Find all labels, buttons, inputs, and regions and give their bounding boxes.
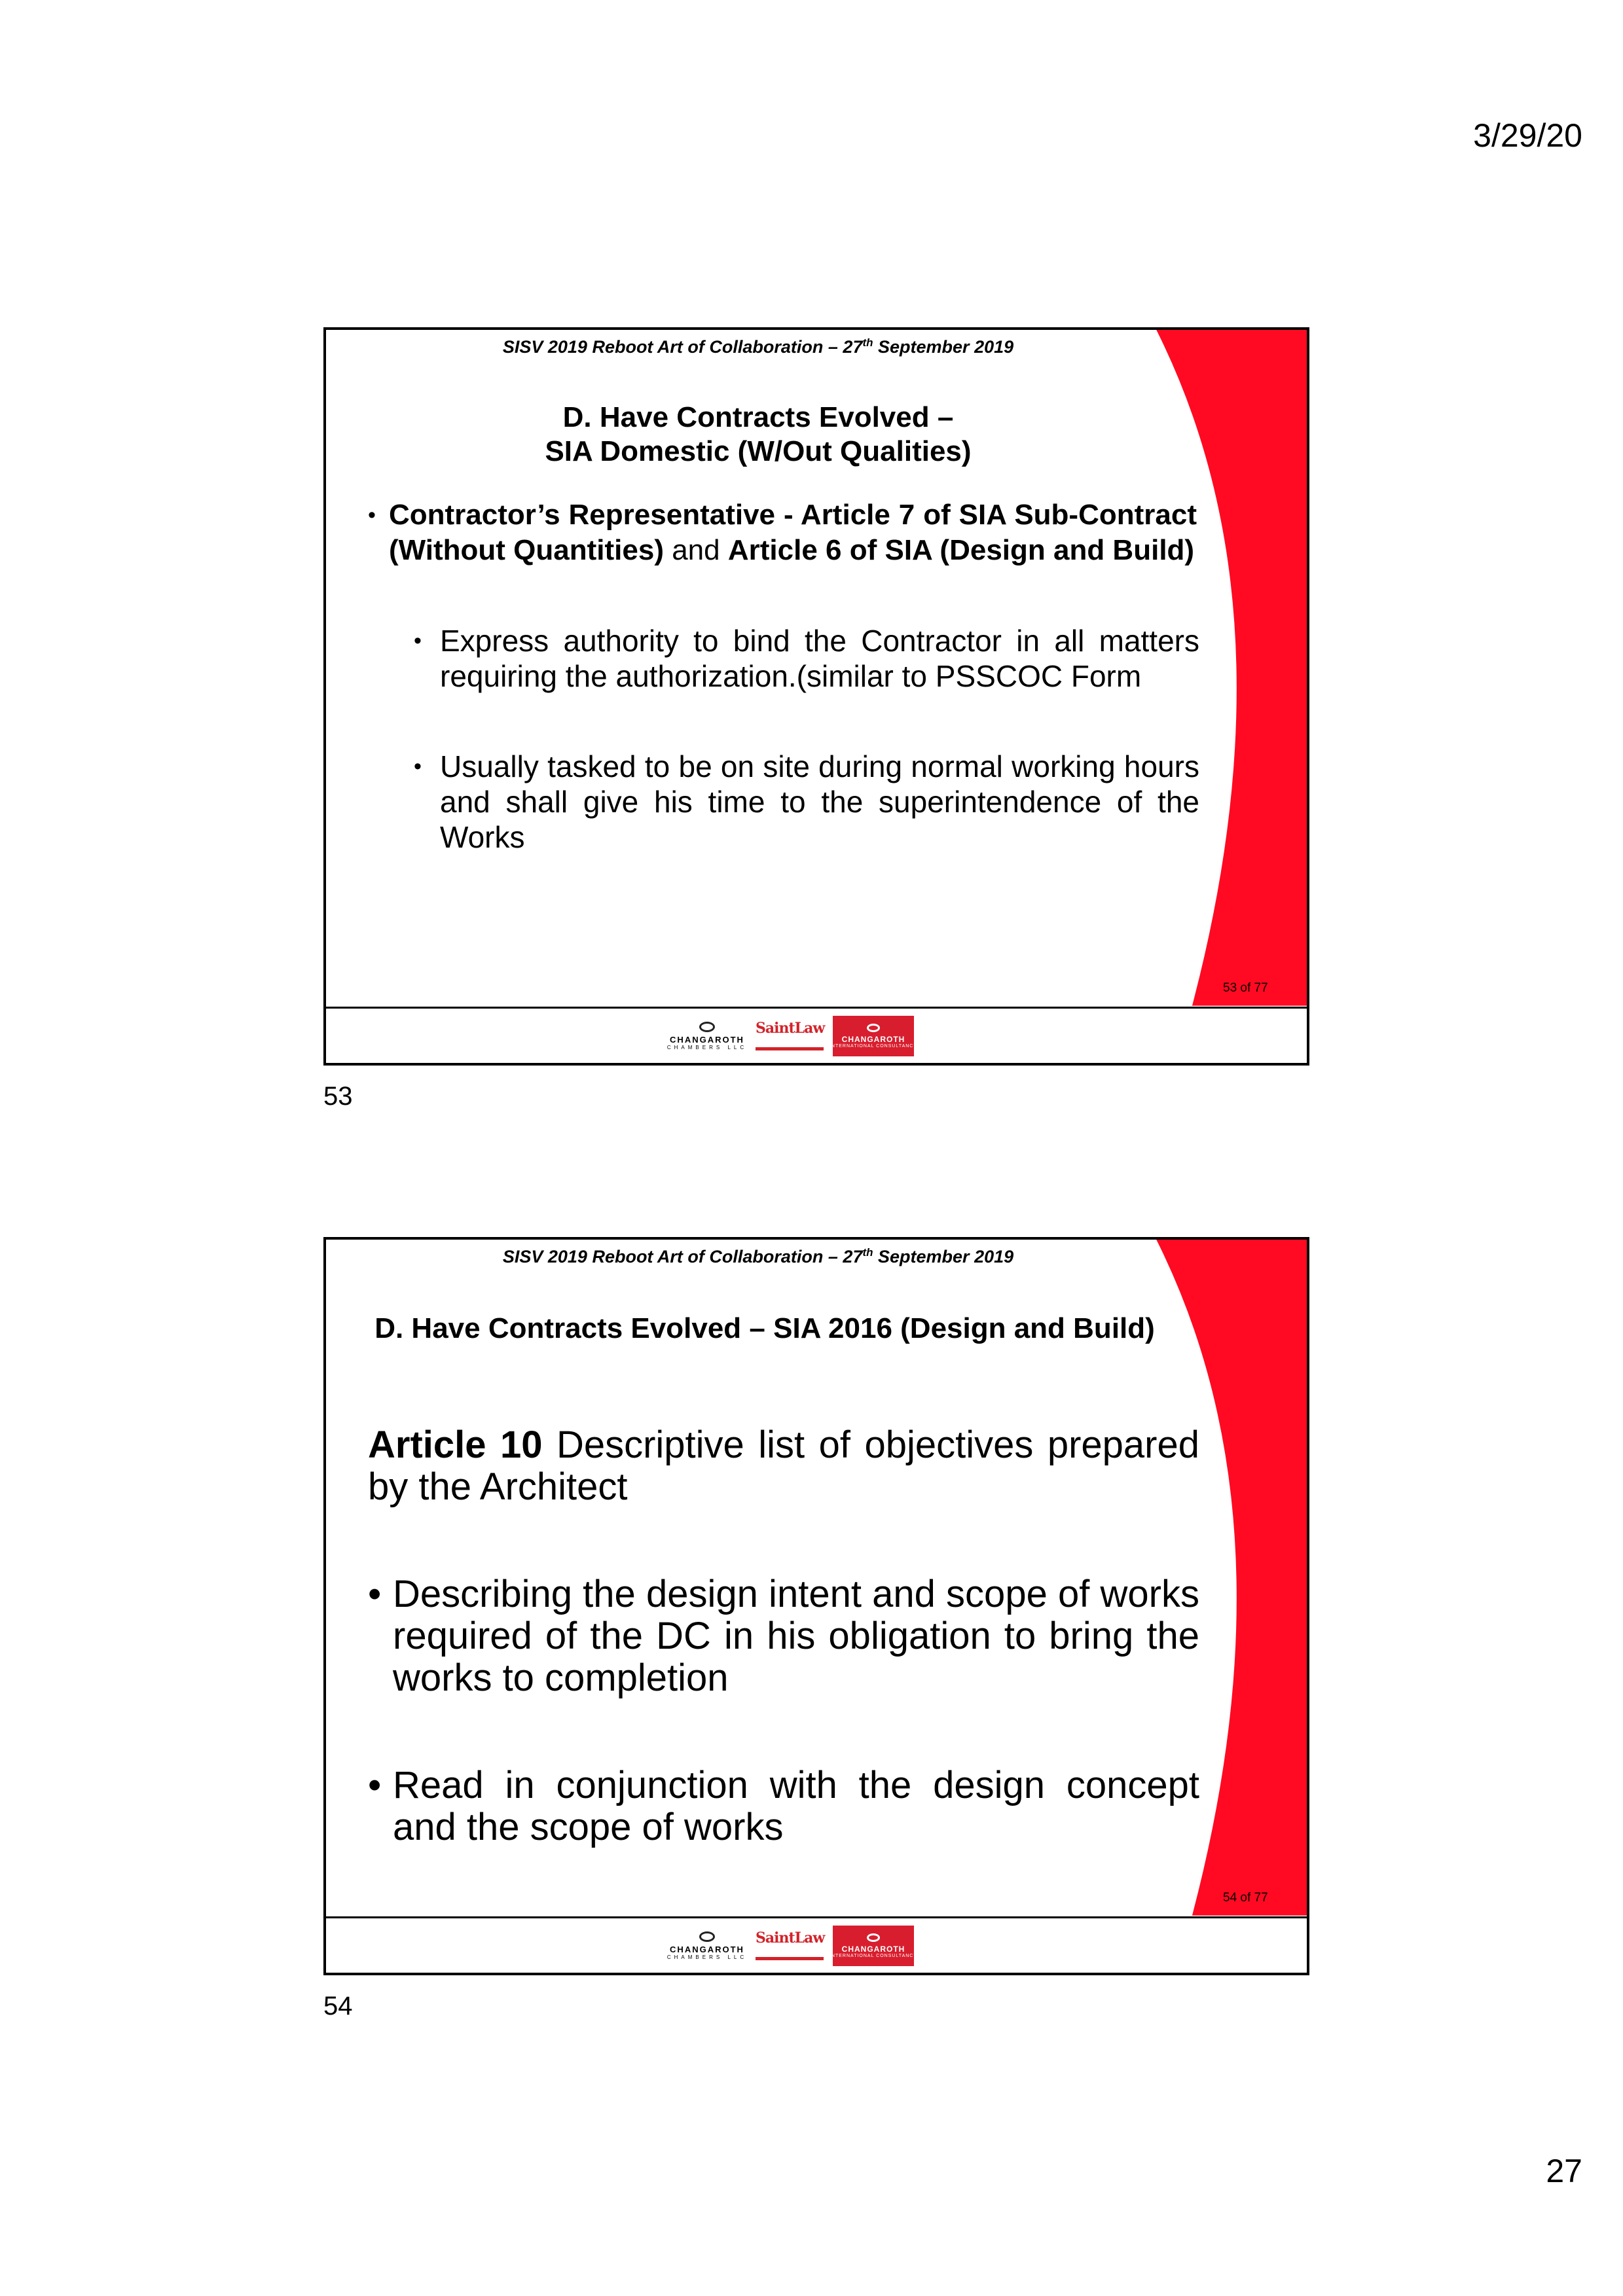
slide-title-line: SIA Domestic (W/Out Qualities) [545,435,972,467]
footer-logos [666,1926,918,1966]
bullet-text: Read in conjunction with the design concept and the scope of works [393,1764,1199,1848]
logo-glyph-icon [867,1024,880,1032]
main-bullet-text: Contractor’s Representative - Article 7 of SIA Sub-Contract (Without Quantities) and Article 6 of SIA (Design and Build) [389,499,1197,566]
saintlaw-logo: SaintLaw [754,1016,826,1056]
slide-54 [323,1237,1309,1975]
logo-glyph-icon [699,1022,715,1032]
bullet-marker: • [368,1764,382,1806]
page-date: 3/29/20 [1473,117,1582,154]
slide-content [368,497,1199,855]
slide-header: SISV 2019 Reboot Art of Collaboration – 27th September 2019 [502,1246,1014,1266]
footer-divider [326,1916,1307,1918]
sub-bullet [414,749,1199,855]
saintlaw-logo: SaintLaw [754,1926,826,1966]
page-number: 27 [1546,2153,1582,2189]
slide-number: 54 [323,1992,353,2020]
slide-count: 54 of 77 [1223,1891,1268,1905]
article-heading: Article 10 Descriptive list of objectives prepared by the Architect [368,1424,1199,1508]
slide-content [368,1424,1199,1848]
bullet-marker: • [368,503,376,528]
slide-count: 53 of 77 [1223,981,1268,995]
changaroth-chambers-logo: CHANGAROTH CHAMBERS LLC [666,1016,748,1056]
bullet-text: Describing the design intent and scope of works required of the DC in his obligation to bring the works to completion [393,1573,1199,1699]
slide-header: SISV 2019 Reboot Art of Collaboration – 27th September 2019 [502,336,1014,357]
footer-divider [326,1007,1307,1009]
changaroth-consultancy-logo: CHANGAROTH INTERNATIONAL CONSULTANCY [833,1016,914,1056]
changaroth-consultancy-logo: CHANGAROTH INTERNATIONAL CONSULTANCY [833,1926,914,1966]
bullet-marker: • [368,1573,382,1615]
logo-glyph-icon [699,1931,715,1942]
bullet-item [368,1765,1199,1848]
sub-bullet-text: Usually tasked to be on site during normal working hours and shall give his time to the superintendence of the Works [440,749,1199,854]
slide-number: 53 [323,1082,353,1111]
bullet-marker: • [414,754,422,779]
slide-53 [323,327,1309,1066]
footer-logos [666,1016,918,1056]
bullet-marker: • [414,628,422,653]
slide-title [339,1312,1190,1346]
bullet-item [368,1573,1199,1699]
logo-glyph-icon [867,1933,880,1942]
main-bullet [368,497,1199,568]
slide-title-line: D. Have Contracts Evolved – SIA 2016 (Design and Build) [374,1312,1155,1344]
sub-bullet [414,623,1199,694]
changaroth-chambers-logo: CHANGAROTH CHAMBERS LLC [666,1926,748,1966]
slide-title [352,401,1164,469]
sub-bullet-text: Express authority to bind the Contractor in all matters requiring the authorization.(similar to PSSCOC Form [440,624,1199,693]
slide-title-line: D. Have Contracts Evolved – [562,401,954,433]
